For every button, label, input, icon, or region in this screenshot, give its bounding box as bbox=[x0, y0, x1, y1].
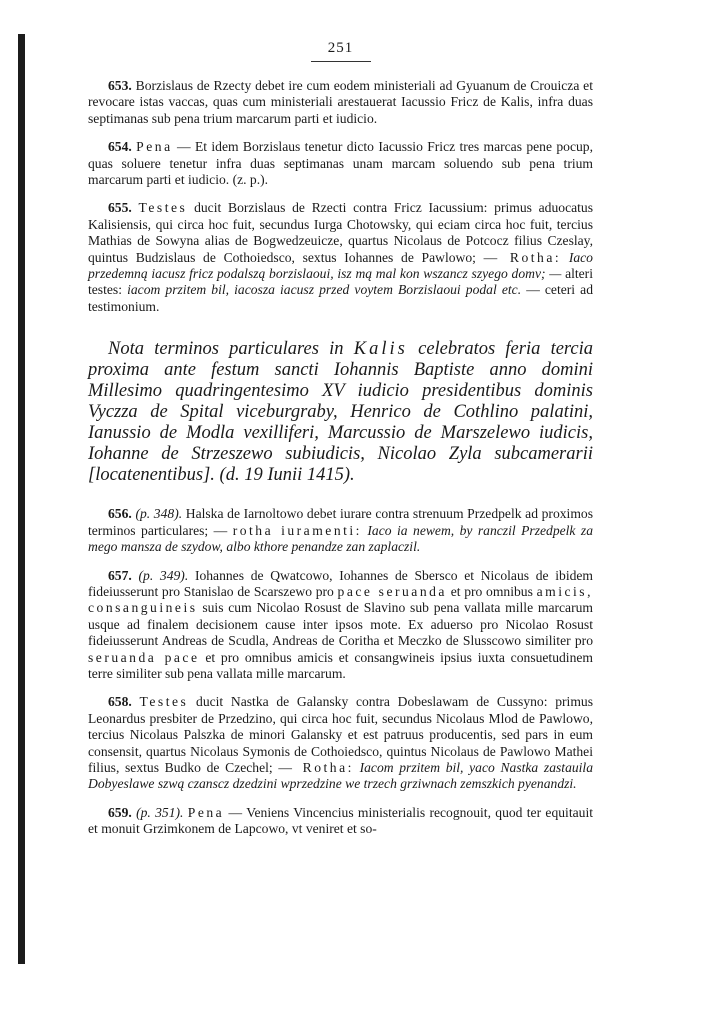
rotha-text: Iacom przitem bil, yaco Nastka zastauila Dobyeslawe szwą czanscz dzedzini wprzedzine we trzech grziwnach zemszkich pyenandzi. bbox=[88, 759, 594, 792]
entry-label: Testes bbox=[139, 694, 189, 710]
entry-number: 657. bbox=[108, 567, 132, 583]
entry-text-4: et pro omnibus amicis et consangwineis ipsius iuxta consuetudinem terre similiter sub pena vallata mille marcarum. bbox=[88, 649, 593, 681]
entry-label: Testes bbox=[138, 200, 188, 216]
entry-number: 656. bbox=[108, 506, 132, 522]
entry-658 bbox=[88, 694, 593, 792]
rotha-label: — Rotha: bbox=[278, 759, 354, 775]
entry-text: Halska de Iarnoltowo debet iurare contra strenuum Przedpelk ad proximos terminos particulares; — bbox=[88, 506, 593, 538]
entry-text: — Veniens Vincencius ministerialis recognouit, quod ter equitauit et monuit Grzimkonem de Lapcowo, vt veniret et so- bbox=[88, 804, 593, 837]
document-page bbox=[88, 40, 593, 850]
entry-spaced-3: seruanda pace bbox=[88, 649, 200, 665]
entry-659 bbox=[88, 805, 593, 838]
nota-kalis: Kalis bbox=[353, 339, 408, 360]
entry-655 bbox=[88, 200, 593, 315]
entry-text: ducit Borzislaus de Rzecti contra Fricz Iacussium: primus aduocatus Kalisiensis, qui circa hoc fuit, secundus Iurga Chotowsky, qui eciam circa hoc fuit, tercius Mathias de Sowyna alias de Bogwedzeuicze, quartus Nicolaus de Potcocz filius Czeslay, quintus Budzislaus de Cothoiedsco, sextus Iohannes de Pawlowo; bbox=[88, 200, 594, 265]
entry-tail: alteri testes: bbox=[88, 266, 593, 298]
entry-text-3: suis cum Nicolao Rosust de Slavino sub pena vallata mille marcarum usque ad finalem decisionem cause inter ipsos mote. Ex aduerso pro Nicolao Rosust fideiusserunt Andreas de Scudla, Andreas de Coritha et Meczko de Slusscowo similiter pro bbox=[88, 600, 593, 649]
entry-spaced-1: pace seruanda bbox=[337, 583, 447, 599]
entry-page-note: (p. 349). bbox=[138, 567, 189, 583]
entry-label: Pena bbox=[136, 139, 173, 155]
scan-edge-bar bbox=[18, 34, 25, 964]
entry-spaced-2: amicis, consanguineis bbox=[88, 583, 593, 616]
entry-page-note: (p. 351). bbox=[136, 804, 184, 820]
rotha-text: Iaco ia newem, by ranczil Przedpelk za mego mansza de szydow, albo kthore penandze zan zaplaczil. bbox=[88, 522, 593, 555]
entry-number: 653. bbox=[108, 78, 132, 93]
page-number-rule bbox=[311, 61, 371, 62]
entry-number: 659. bbox=[108, 804, 132, 820]
page-number: 251 bbox=[327, 40, 354, 56]
entry-656 bbox=[88, 506, 593, 555]
entry-653 bbox=[88, 78, 593, 127]
rotha-text-2: iacom przitem bil, iacosza iacusz przed voytem Borzislaoui podal etc. bbox=[127, 282, 522, 298]
entry-number: 658. bbox=[108, 694, 132, 710]
nota-heading bbox=[88, 339, 593, 486]
entry-number: 654. bbox=[108, 139, 132, 155]
nota-before: Nota terminos particulares in bbox=[108, 339, 344, 360]
entry-label: Pena bbox=[187, 804, 225, 820]
entry-657 bbox=[88, 568, 593, 683]
nota-after: celebratos feria tercia proxima ante festum sancti Iohannis Baptiste anno domini Millesimo quadringentesimo XV iudicio presidentibus dominis Vyczza de Spital viceburgraby, Henrico de Cothlino palatini, Ianussio de Modla vexilliferi, Marcussio de Marszelewo iudicis, Iohanne de Strzeszewo subiudicis, Nicolao Zyla subcamerarii [locatenentibus]. (d. 19 Iunii 1415). bbox=[88, 339, 594, 486]
entry-text: Borzislaus de Rzecty debet ire cum eodem ministeriali ad Gyuanum de Crouicza et revocare istas vaccas, quas cum ministeriali arestauerat Iacussio Fricz de Kalis, infra duas septimanas sub pena trium marcarum parti et iudicio. bbox=[88, 78, 593, 126]
rotha-text: Iaco przedemną iacusz fricz podalszą borzislaoui, isz mą mal kon wszancz szyego domv; — bbox=[88, 249, 593, 282]
rotha-label: — Rotha: bbox=[483, 249, 562, 265]
entry-number: 655. bbox=[108, 200, 132, 216]
entry-label: rotha iuramenti: bbox=[232, 522, 362, 538]
entry-text-1: Iohannes de Qwatcowo, Iohannes de Sbersco et Nicolaus de ibidem fideiusserunt pro Stanislao de Scarszewo pro bbox=[88, 567, 594, 599]
entry-page-note: (p. 348). bbox=[135, 506, 183, 522]
entry-text: — Et idem Borzislaus tenetur dicto Iacussio Fricz tres marcas pene pocup, quas soluere tenetur infra duas septimanas unam marcam soluendo sub pena trium marcarum parti et iudicio. (z. p.). bbox=[88, 139, 593, 188]
entry-text: ducit Nastka de Galansky contra Dobeslawam de Cussyno: primus Leonardus presbiter de Przedzino, qui circa hoc fuit, secundus Nicolaus Mlod de Pawlowo, tercius Nicolaus Palszka de minori Galansky et est patruus producentis, sed pars in eum consensit, quartus Nicolaus Symonis de Cothoiedsco, quintus Nicolaus de Pawlowo Mathei filius, sextus Budko de Czechel; bbox=[88, 694, 593, 775]
entry-654 bbox=[88, 139, 593, 188]
entry-text-2: et pro omnibus bbox=[450, 583, 533, 599]
entry-tail-2: — ceteri ad testimonium. bbox=[88, 282, 594, 314]
